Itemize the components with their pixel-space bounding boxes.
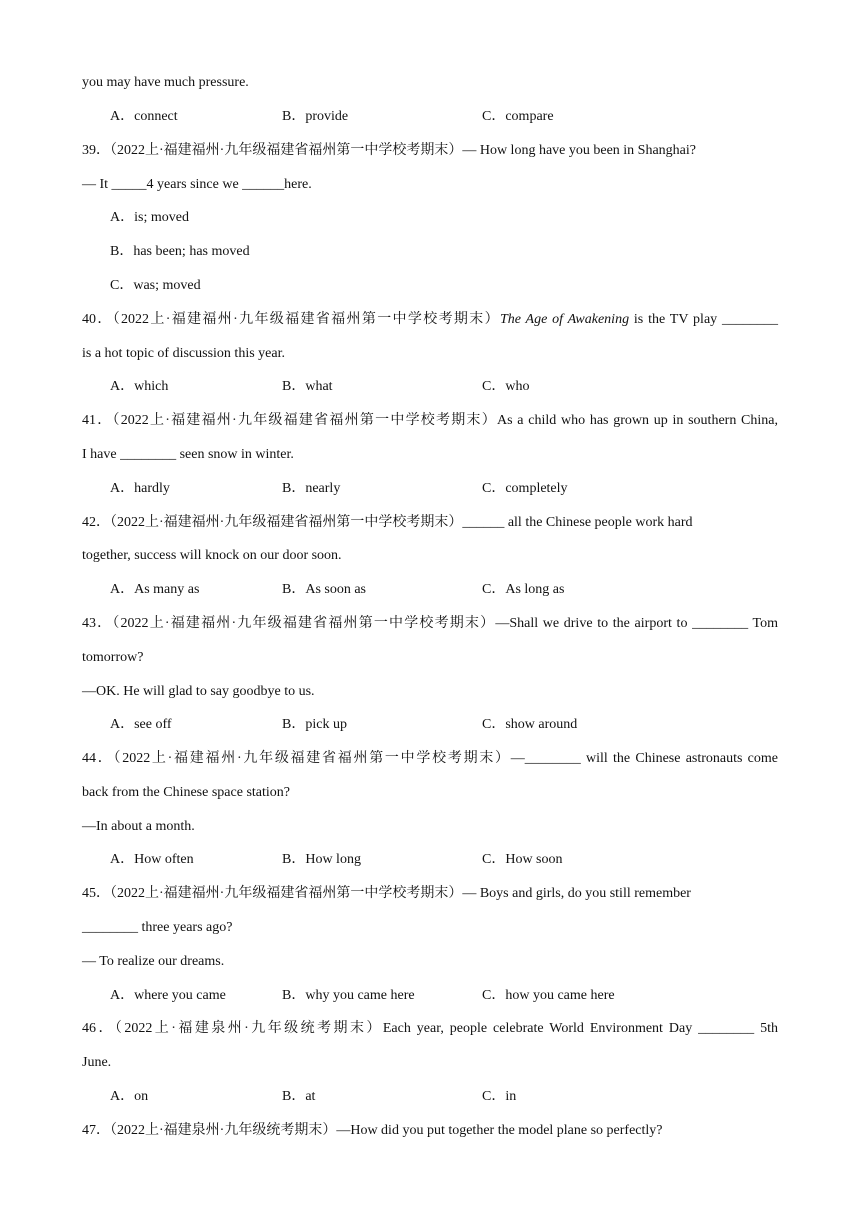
question-source: （2022上·福建福州·九年级福建省福州第一中学校考期末） (110, 886, 463, 901)
question-38-continuation: you may have much pressure. (82, 75, 249, 90)
question-stem: Each year, people celebrate World Environment Day ________ 5th (382, 1021, 779, 1036)
question-number: 42． (82, 515, 110, 530)
question-43-line-3: —OK. He will glad to say goodbye to us. (82, 684, 315, 699)
question-46 (82, 1020, 778, 1038)
question-40-line-2: is a hot topic of discussion this year. (82, 346, 285, 361)
question-stem: As a child who has grown up in southern China, (497, 413, 778, 428)
question-45-line-3: — To realize our dreams. (82, 954, 225, 969)
question-44-line-3: —In about a month. (82, 819, 195, 834)
question-stem: —How did you put together the model plane so perfectly? (336, 1123, 663, 1138)
question-stem: — Boys and girls, do you still remember (462, 886, 691, 901)
question-39-line-2: — It _____4 years since we ______here. (82, 177, 312, 192)
q44-option-c: C．How soon (482, 852, 563, 867)
question-41 (82, 412, 778, 430)
q41-option-b: B．nearly (282, 481, 341, 496)
q40-option-c: C．who (482, 379, 530, 394)
question-41-line-2: I have ________ seen snow in winter. (82, 447, 294, 462)
question-source: （2022上·福建福州·九年级福建省福州第一中学校考期末） (113, 751, 511, 766)
question-46-line-2: June. (82, 1055, 112, 1070)
question-40 (82, 311, 778, 329)
q40-option-a: A．which (110, 379, 169, 394)
question-44 (82, 750, 778, 768)
q43-option-c: C．show around (482, 717, 578, 732)
question-number: 47． (82, 1123, 110, 1138)
q41-option-a: A．hardly (110, 481, 170, 496)
question-42-line-2: together, success will knock on our door soon. (82, 548, 342, 563)
q46-option-c: C．in (482, 1089, 517, 1104)
q42-option-b: B．As soon as (282, 582, 367, 597)
q43-option-a: A．see off (110, 717, 172, 732)
q44-option-b: B．How long (282, 852, 361, 867)
question-source: （2022上·福建福州·九年级福建省福州第一中学校考期末） (110, 143, 463, 158)
question-44-line-2: back from the Chinese space station? (82, 785, 290, 800)
question-45 (82, 885, 691, 903)
q42-option-a: A．As many as (110, 582, 200, 597)
q46-option-b: B．at (282, 1089, 316, 1104)
question-45-line-2: ________ three years ago? (82, 920, 233, 935)
q41-option-c: C．completely (482, 481, 568, 496)
question-stem: — How long have you been in Shanghai? (462, 143, 697, 158)
q45-option-c: C．how you came here (482, 988, 615, 1003)
question-number: 43． (82, 616, 113, 631)
q45-option-b: B．why you came here (282, 988, 415, 1003)
question-stem: ______ all the Chinese people work hard (462, 515, 693, 530)
q42-option-c: C．As long as (482, 582, 565, 597)
q39-option-b: B．has been; has moved (110, 244, 250, 259)
question-source: （2022上·福建福州·九年级福建省福州第一中学校考期末） (112, 312, 500, 327)
q38-option-a: A．connect (110, 109, 178, 124)
question-source: （2022上·福建福州·九年级福建省福州第一中学校考期末） (112, 413, 497, 428)
tv-play-title: The Age of Awakening (499, 312, 630, 327)
question-number: 44． (82, 751, 114, 766)
question-stem: is the TV play ________ (629, 312, 778, 327)
question-42 (82, 514, 693, 532)
q46-option-a: A．on (110, 1089, 149, 1104)
question-source: （2022上·福建福州·九年级福建省福州第一中学校考期末） (110, 515, 463, 530)
question-number: 41． (82, 413, 113, 428)
question-source: （2022上·福建福州·九年级福建省福州第一中学校考期末） (112, 616, 496, 631)
question-47 (82, 1122, 663, 1140)
q45-option-a: A．where you came (110, 988, 226, 1003)
question-source: （2022上·福建泉州·九年级统考期末） (114, 1021, 383, 1036)
q44-option-a: A．How often (110, 852, 194, 867)
question-source: （2022上·福建泉州·九年级统考期末） (110, 1123, 337, 1138)
q38-option-b: B．provide (282, 109, 349, 124)
question-stem: —________ will the Chinese astronauts come (510, 751, 779, 766)
q43-option-b: B．pick up (282, 717, 347, 732)
question-39 (82, 142, 696, 160)
question-number: 46． (82, 1021, 115, 1036)
question-stem: —Shall we drive to the airport to ________ Tom (495, 616, 779, 631)
question-number: 40． (82, 312, 113, 327)
q39-option-a: A．is; moved (110, 210, 189, 225)
question-number: 45． (82, 886, 110, 901)
q38-option-c: C．compare (482, 109, 554, 124)
question-43-line-2: tomorrow? (82, 650, 144, 665)
question-43 (82, 615, 778, 633)
q40-option-b: B．what (282, 379, 333, 394)
question-number: 39． (82, 143, 110, 158)
q39-option-c: C．was; moved (110, 278, 201, 293)
